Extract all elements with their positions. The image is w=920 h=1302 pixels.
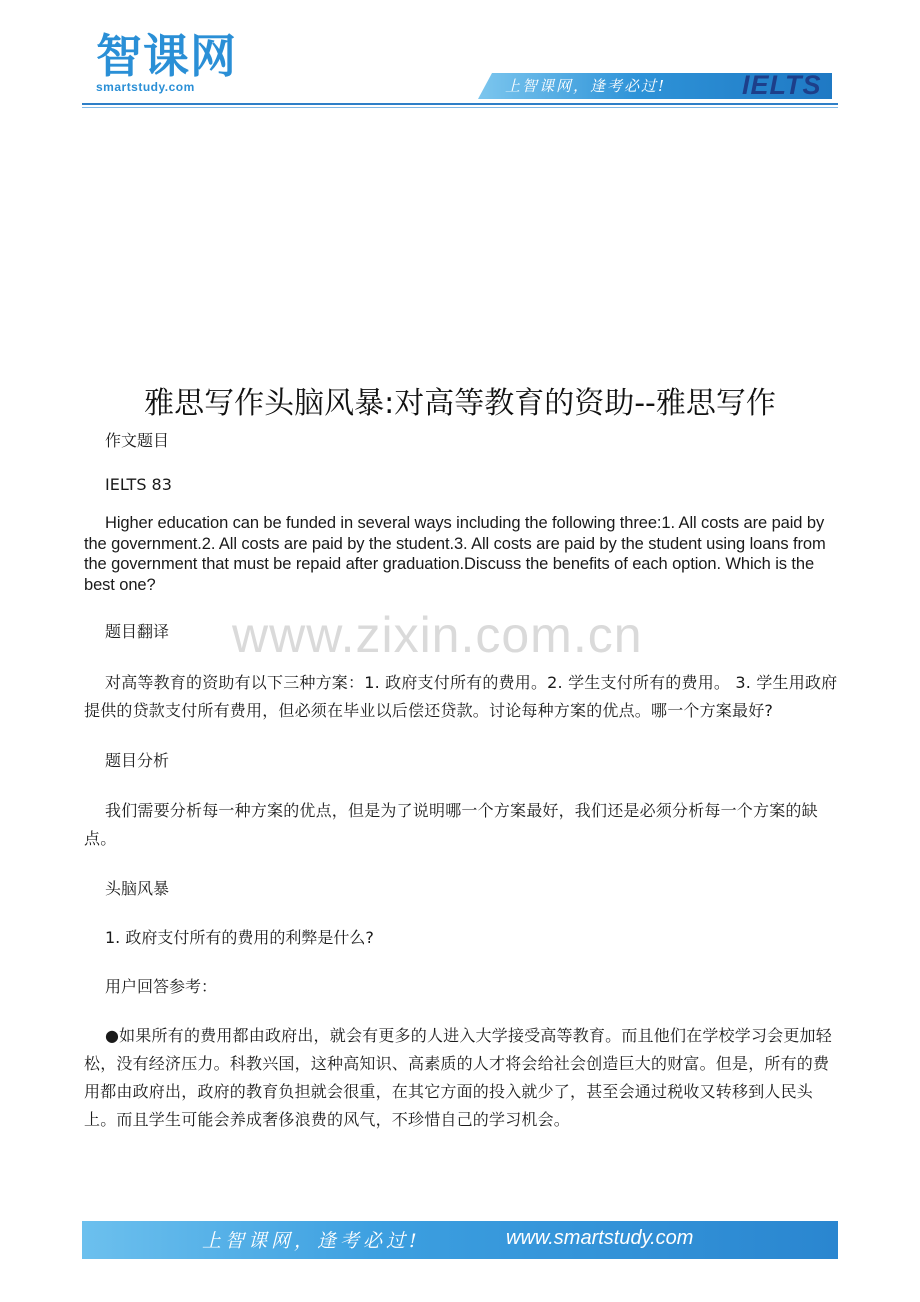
label-topic: 作文题目 <box>105 431 170 450</box>
smartstudy-logo <box>96 30 246 94</box>
ielts-brand: IELTS <box>742 70 822 100</box>
analysis-text: 我们需要分析每一种方案的优点，但是为了说明哪一个方案最好，我们还是必须分析每一个方案的缺点。 <box>84 801 818 848</box>
question-1: 1. 政府支付所有的费用的利弊是什么? <box>105 928 374 947</box>
logo-url: smartstudy.com <box>96 80 195 94</box>
document-body <box>84 428 838 1134</box>
label-translation: 题目翻译 <box>105 622 170 641</box>
header-slogan: 上智课网，逢考必过! <box>505 77 667 95</box>
label-brainstorm: 头脑风暴 <box>105 879 170 898</box>
header-divider-thin <box>82 107 838 108</box>
footer-url: www.smartstudy.com <box>506 1227 694 1249</box>
label-analysis: 题目分析 <box>105 751 170 770</box>
logo-text: 智课网 <box>96 29 237 83</box>
question-english: Higher education can be funded in several ways including the following three:1. All costs are paid by the government.2. All costs are paid by the student.3. All costs are paid by the student using loans from the government that must be repaid after graduation.Discuss the benefits of each option. Which is the best one? <box>84 514 826 594</box>
document-title: 雅思写作头脑风暴:对高等教育的资助--雅思写作 <box>144 386 776 421</box>
ielts-number: IELTS 83 <box>105 475 172 494</box>
answer-1: ●如果所有的费用都由政府出，就会有更多的人进入大学接受高等教育。而且他们在学校学习会更加轻松，没有经济压力。科教兴国，这种高知识、高素质的人才将会给社会创造巨大的财富。但是，所有的费用都由政府出，政府的教育负担就会很重，在其它方面的投入就少了，甚至会通过税收又转移到人民头上。而且学生可能会养成奢侈浪费的风气，不珍惜自己的学习机会。 <box>84 1026 832 1129</box>
header-divider <box>82 103 838 105</box>
watermark: www.zixin.com.cn <box>232 607 643 663</box>
footer-banner <box>82 1221 838 1259</box>
footer-slogan: 上智课网，逢考必过! <box>202 1230 421 1252</box>
label-answer: 用户回答参考： <box>105 977 218 996</box>
question-translation: 对高等教育的资助有以下三种方案：1. 政府支付所有的费用。2. 学生支付所有的费用。 3. 学生用政府提供的贷款支付所有费用，但必须在毕业以后偿还贷款。讨论每种方案的优点。哪一个方案最好? <box>84 673 838 720</box>
